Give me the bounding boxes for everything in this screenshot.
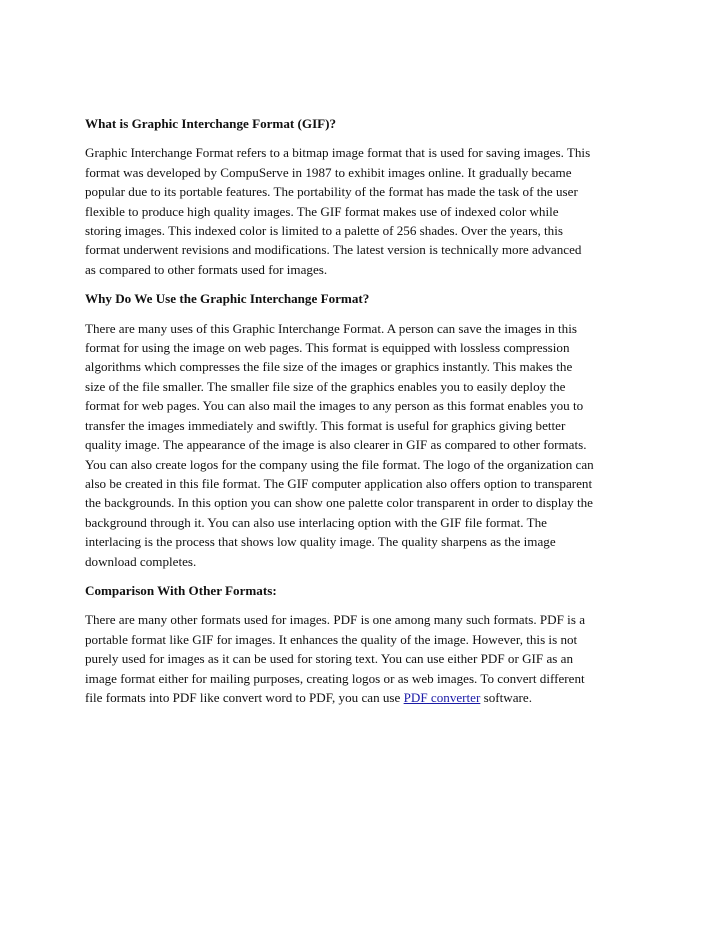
section-heading-why-use-gif: Why Do We Use the Graphic Interchange Format? [85, 291, 370, 307]
section-heading-comparison: Comparison With Other Formats: [85, 582, 277, 598]
last-text-line [85, 688, 645, 707]
text-line: popular due to its portable features. The portability of the format has made the task of the user [85, 184, 578, 200]
text-line: purely used for images as it can be used for storing text. You can use either PDF or GIF as an [85, 651, 574, 667]
text-line: There are many uses of this Graphic Interchange Format. A person can save the images in this [85, 320, 577, 336]
text-line: interlacing is the process that shows low quality image. The quality sharpens as the image [85, 534, 556, 550]
text-line: quality image. The appearance of the image is also clearer in GIF as compared to other formats. [85, 437, 587, 453]
section-heading-what-is-gif: What is Graphic Interchange Format (GIF)? [85, 116, 337, 131]
pdf-converter-link[interactable]: PDF converter [403, 689, 481, 705]
text-line: the backgrounds. In this option you can show one palette color transparent in order to display the [85, 495, 593, 511]
text-line: background through it. You can also use interlacing option with the GIF file format. The [85, 514, 547, 530]
text-line: flexible to produce high quality images. The GIF format makes use of indexed color while [85, 203, 559, 219]
text-line: download completes. [85, 553, 197, 569]
text-line: also be created in this file format. The GIF computer application also offers option to transparent [85, 475, 593, 491]
text-line: as compared to other formats used for images. [85, 261, 328, 277]
paragraph-what-is-gif [85, 143, 645, 279]
text-line: size of the file smaller. The smaller file size of the graphics enables you to easily deploy the [85, 378, 566, 394]
paragraph-why-use-gif [85, 319, 645, 571]
text-line: format for using the image on web pages. This format is equipped with lossless compression [85, 340, 570, 356]
text-line: Graphic Interchange Format refers to a bitmap image format that is used for saving images. This [85, 145, 591, 161]
text-after-link: software. [480, 689, 532, 705]
text-line: format was developed by CompuServe in 1987 to exhibit images online. It gradually became [85, 164, 572, 180]
document-page [85, 114, 645, 717]
text-line: format underwent revisions and modifications. The latest version is technically more advanced [85, 242, 582, 258]
text-line: algorithms which compresses the file size of the images or graphics instantly. This makes the [85, 359, 573, 375]
text-line: You can also create logos for the company using the file format. The logo of the organization can [85, 456, 594, 472]
paragraph-comparison [85, 610, 645, 707]
text-line: There are many other formats used for images. PDF is one among many such formats. PDF is a [85, 612, 586, 628]
text-line: transfer the images immediately and swiftly. This format is useful for graphics giving better [85, 417, 566, 433]
text-line: portable format like GIF for images. It enhances the quality of the image. However, this is not [85, 631, 578, 647]
text-line: image format either for mailing purposes, creating logos or as web images. To convert different [85, 670, 585, 686]
text-line: storing images. This indexed color is limited to a palette of 256 shades. Over the years, this [85, 223, 563, 239]
text-line: format for web pages. You can also mail the images to any person as this format enables you to [85, 398, 584, 414]
text-before-link: file formats into PDF like convert word to PDF, you can use [85, 689, 404, 705]
